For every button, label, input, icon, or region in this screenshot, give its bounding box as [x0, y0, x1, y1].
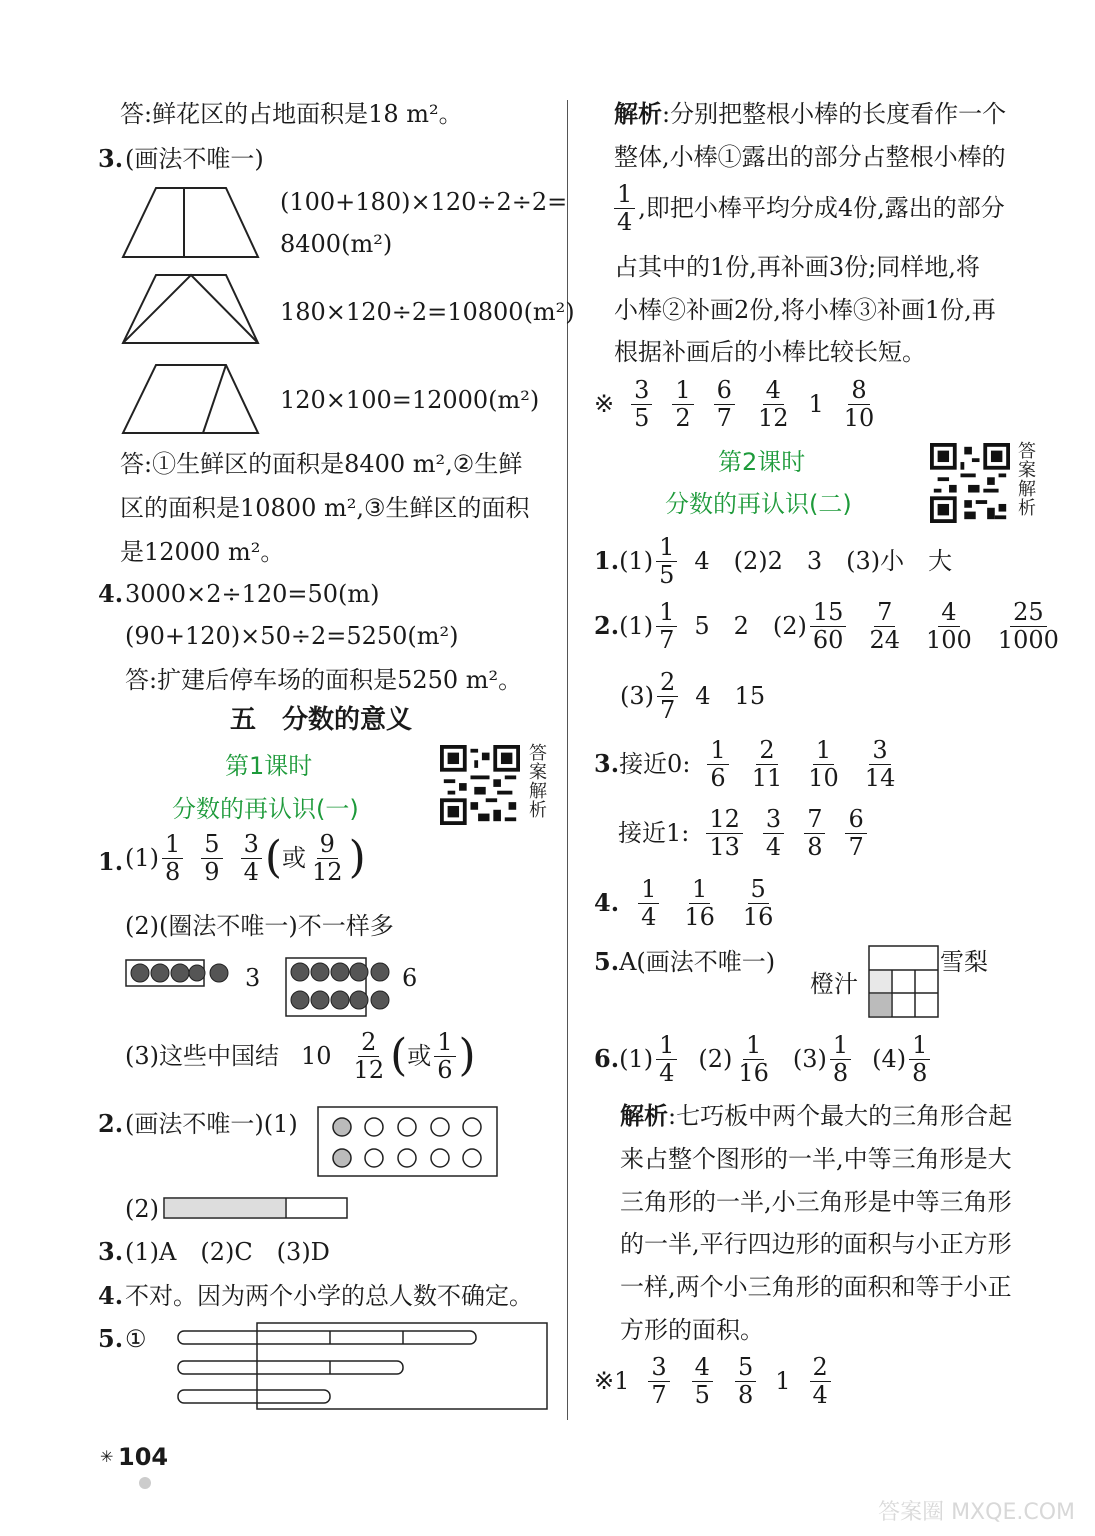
star-mark: ※	[594, 1367, 615, 1396]
fraction: $\frac{9}{12}$	[312, 830, 343, 887]
r5-pear-label: 雪梨	[940, 948, 988, 976]
q3-answer-line-3: 是12000 m²。	[120, 538, 285, 566]
fraction: $\frac{8}{10}$	[843, 376, 875, 433]
page-number: 104	[118, 1443, 169, 1471]
fraction: $\frac{2}{12}$	[353, 1028, 385, 1085]
p2-part-2: (2)	[125, 1195, 159, 1223]
r2-number: 2.	[594, 611, 620, 641]
analysis-1-line-3: $\frac{1}{4}$ ,即把小棒平均分成4份,露出的部分	[614, 182, 1005, 235]
p1-part-2: (2)(圈法不唯一)不一样多	[125, 912, 394, 940]
trapezoid-figures	[118, 185, 268, 435]
fraction: $\frac{5}{16}$	[742, 875, 774, 932]
q4-number: 4.	[98, 579, 124, 608]
extra-row-2: ※1 $\frac{3}{7}$ $\frac{4}{5}$ $\frac{5}{8}$ 1 $\frac{2}{4}$	[594, 1355, 834, 1408]
fraction: $\frac{1}{10}$	[808, 736, 839, 793]
sticks-figure	[175, 1320, 550, 1412]
unit-title: 五 分数的意义	[230, 705, 413, 735]
watermark: 答案圈 MXQE.COM	[878, 1500, 1075, 1525]
fraction: $\frac{1}{6}$	[707, 738, 728, 791]
r1-number: 1.	[594, 546, 620, 576]
lesson-2-subtitle: 分数的再认识(二)	[665, 490, 852, 518]
analysis-1-line-6: 根据补画后的小棒比较长短。	[614, 338, 926, 366]
fraction: $\frac{4}{5}$	[692, 1355, 713, 1408]
r6-number: 6.	[594, 1044, 620, 1074]
fraction: $\frac{3}{7}$	[648, 1355, 669, 1408]
p1-sub-3: (3)这些中国结	[125, 1042, 279, 1071]
trapezoid-3	[123, 365, 258, 433]
fraction: $\frac{1}{2}$	[672, 378, 693, 431]
r3-row-2: 接近1: $\frac{12}{13}$ $\frac{3}{4}$ $\frac{7}{8}$ $\frac{6}{7}$	[618, 807, 870, 860]
fraction: $\frac{1}{8}$	[162, 832, 183, 885]
fraction: $\frac{1}{16}$	[684, 875, 715, 932]
fraction: $\frac{5}{8}$	[735, 1355, 756, 1408]
analysis-1-line-5: 小棒②补画2份,将小棒③补画1份,再	[614, 296, 996, 324]
fraction: $\frac{25}{1000}$	[997, 598, 1059, 655]
circles-figure	[317, 1106, 499, 1178]
q3-formula-2: 180×120÷2=10800(m²)	[280, 298, 575, 326]
q3-formula-1b: 8400(m²)	[280, 230, 393, 258]
analysis-1-line-4: 占其中的1份,再补画3份;同样地,将	[614, 253, 980, 281]
analysis-1-line-2: 整体,小棒①露出的部分占整根小棒的	[614, 143, 1006, 171]
p5-number: 5.	[98, 1324, 124, 1353]
fraction: $\frac{6}{7}$	[845, 807, 866, 860]
fraction: $\frac{3}{4}$	[763, 807, 784, 860]
or-text: 或	[282, 844, 307, 873]
beads-figure-2	[285, 956, 395, 1018]
star-mark: ※	[594, 390, 615, 419]
r4-row	[594, 877, 779, 930]
analysis-2-line-3: 三角形的一半,小三角形是中等三角形	[620, 1188, 1012, 1216]
analysis-2-line-4: 的一半,平行四边形的面积与小正方形	[620, 1230, 1012, 1258]
fraction: $\frac{1}{5}$	[656, 535, 677, 588]
qr-label-1: 答案解析	[529, 743, 547, 821]
r2-row-1: 2. (1) $\frac{1}{7}$ 5 2 (2) $\frac{15}{60}$ $\frac{7}{24}$ $\frac{4}{100}$ $\frac{25}{1000}$	[594, 600, 1065, 653]
or-text: 或	[407, 1042, 432, 1071]
p2-number: 2.	[98, 1109, 124, 1138]
r3-row-1: 3.接近0: $\frac{1}{6}$ $\frac{2}{11}$ $\frac{1}{10}$ $\frac{3}{14}$	[594, 738, 901, 791]
fraction: $\frac{1}{4}$	[638, 877, 659, 930]
p1-count-6: 6	[402, 964, 418, 992]
p1-number: 1.	[98, 847, 124, 876]
fraction: $\frac{6}{7}$	[714, 378, 735, 431]
analysis-label: 解析	[614, 99, 662, 128]
r5-row: 5.A(画法不唯一)	[594, 947, 776, 976]
r1-row: 1. (1) $\frac{1}{5}$ 4 (2)2 3 (3)小 大	[594, 533, 953, 590]
p1-sub-1: (1)	[125, 844, 159, 873]
fraction: $\frac{1}{7}$	[656, 600, 677, 653]
fraction: $\frac{1}{8}$	[909, 1033, 930, 1086]
q3-number: 3.	[98, 144, 124, 173]
r2-row-2: (3) $\frac{2}{7}$ 4 15	[620, 668, 766, 725]
analysis-1-line-1: 解析:分别把整根小棒的长度看作一个	[614, 99, 1007, 128]
q3-formula-1a: (100+180)×120÷2÷2=	[280, 188, 568, 216]
p1-row-1: (1) $\frac{1}{8}$ $\frac{5}{9}$ $\frac{3}{4}$ ( 或 $\frac{9}{12}$ )	[125, 830, 366, 887]
fraction: $\frac{2}{4}$	[810, 1355, 831, 1408]
q4-line-3: 答:扩建后停车场的面积是5250 m²。	[125, 666, 523, 694]
fraction: $\frac{3}{14}$	[864, 736, 896, 793]
fraction: $\frac{4}{12}$	[757, 376, 789, 433]
analysis-label: 解析	[620, 1101, 668, 1130]
q3-formula-3: 120×100=12000(m²)	[280, 386, 540, 414]
fraction: $\frac{1}{8}$	[830, 1033, 851, 1086]
p2-part-1: (画法不唯一)(1)	[125, 1110, 298, 1138]
qr-label-2: 答案解析	[1018, 441, 1036, 519]
juice-grid	[868, 945, 944, 1021]
r3-number: 3.	[594, 749, 620, 779]
fraction: $\frac{1}{6}$	[434, 1030, 455, 1083]
q3-answer-line-2: 区的面积是10800 m²,③生鲜区的面积	[120, 494, 530, 522]
p1-value-10: 10	[301, 1042, 332, 1071]
fraction: $\frac{5}{9}$	[201, 832, 222, 885]
r5-orange-label: 橙汁	[810, 970, 858, 998]
r6-row: 6. (1) $\frac{1}{4}$ (2) $\frac{1}{16}$ (3) $\frac{1}{8}$ (4) $\frac{1}{8}$	[594, 1033, 933, 1086]
fraction: $\frac{3}{5}$	[631, 378, 652, 431]
p5-marker: ①	[125, 1325, 147, 1353]
fraction: $\frac{12}{13}$	[706, 807, 743, 860]
fraction: $\frac{7}{24}$	[869, 598, 900, 655]
analysis-2-line-2: 来占整个图形的一半,中等三角形是大	[620, 1145, 1012, 1173]
fraction: $\frac{1}{16}$	[738, 1031, 769, 1088]
r4-number: 4.	[594, 888, 620, 918]
r5-number: 5.	[594, 947, 620, 976]
q4-line-2: (90+120)×50÷2=5250(m²)	[125, 622, 459, 650]
trapezoid-3-split	[203, 365, 226, 433]
bar-figure	[163, 1196, 349, 1220]
page-star-icon: ✳	[100, 1447, 114, 1466]
p4-number: 4.	[98, 1281, 124, 1310]
qr-code-lesson-1	[440, 745, 520, 825]
lesson-1-subtitle: 分数的再认识(一)	[172, 795, 359, 823]
analysis-2-line-1: 解析:七巧板中两个最大的三角形合起	[620, 1101, 1013, 1130]
fraction: $\frac{3}{4}$	[241, 832, 262, 885]
fraction: $\frac{2}{11}$	[751, 736, 783, 793]
lesson-2-title: 第2课时	[718, 448, 806, 476]
fraction: $\frac{2}{7}$	[657, 670, 678, 723]
p3-number: 3.	[98, 1237, 124, 1266]
trapezoid-2	[123, 275, 258, 343]
page-dot-icon	[138, 1476, 152, 1490]
qr-code-lesson-2	[930, 443, 1010, 523]
fraction: $\frac{1}{4}$	[656, 1033, 677, 1086]
fraction: $\frac{1}{4}$	[614, 182, 635, 235]
p4-answer: 不对。因为两个小学的总人数不确定。	[125, 1282, 533, 1310]
trapezoid-2-split	[123, 275, 258, 343]
p3-answers: (1)A (2)C (3)D	[125, 1238, 330, 1266]
p1-row-3: (3)这些中国结 10 $\frac{2}{12}$ ( 或 $\frac{1}{6}$ )	[125, 1028, 476, 1085]
q4-line-1: 3000×2÷120=50(m)	[125, 580, 380, 608]
analysis-2-line-6: 方形的面积。	[620, 1316, 764, 1344]
extra-row-1: ※ $\frac{3}{5}$ $\frac{1}{2}$ $\frac{6}{7}$ $\frac{4}{12}$ 1 $\frac{8}{10}$	[594, 378, 880, 431]
fraction: $\frac{4}{100}$	[925, 598, 972, 655]
beads-figure-1	[125, 958, 235, 988]
fraction: $\frac{7}{8}$	[804, 807, 825, 860]
fraction: $\frac{15}{60}$	[810, 600, 847, 653]
trapezoid-1	[123, 188, 258, 257]
lesson-1-title: 第1课时	[225, 752, 313, 780]
p1-count-3: 3	[245, 964, 261, 992]
answer-flower-area: 答:鲜花区的占地面积是18 m²。	[120, 100, 463, 128]
q3-note: (画法不唯一)	[125, 145, 264, 173]
q3-answer-line-1: 答:①生鲜区的面积是8400 m²,②生鲜	[120, 450, 523, 478]
analysis-2-line-5: 一样,两个小三角形的面积和等于小正	[620, 1273, 1012, 1301]
